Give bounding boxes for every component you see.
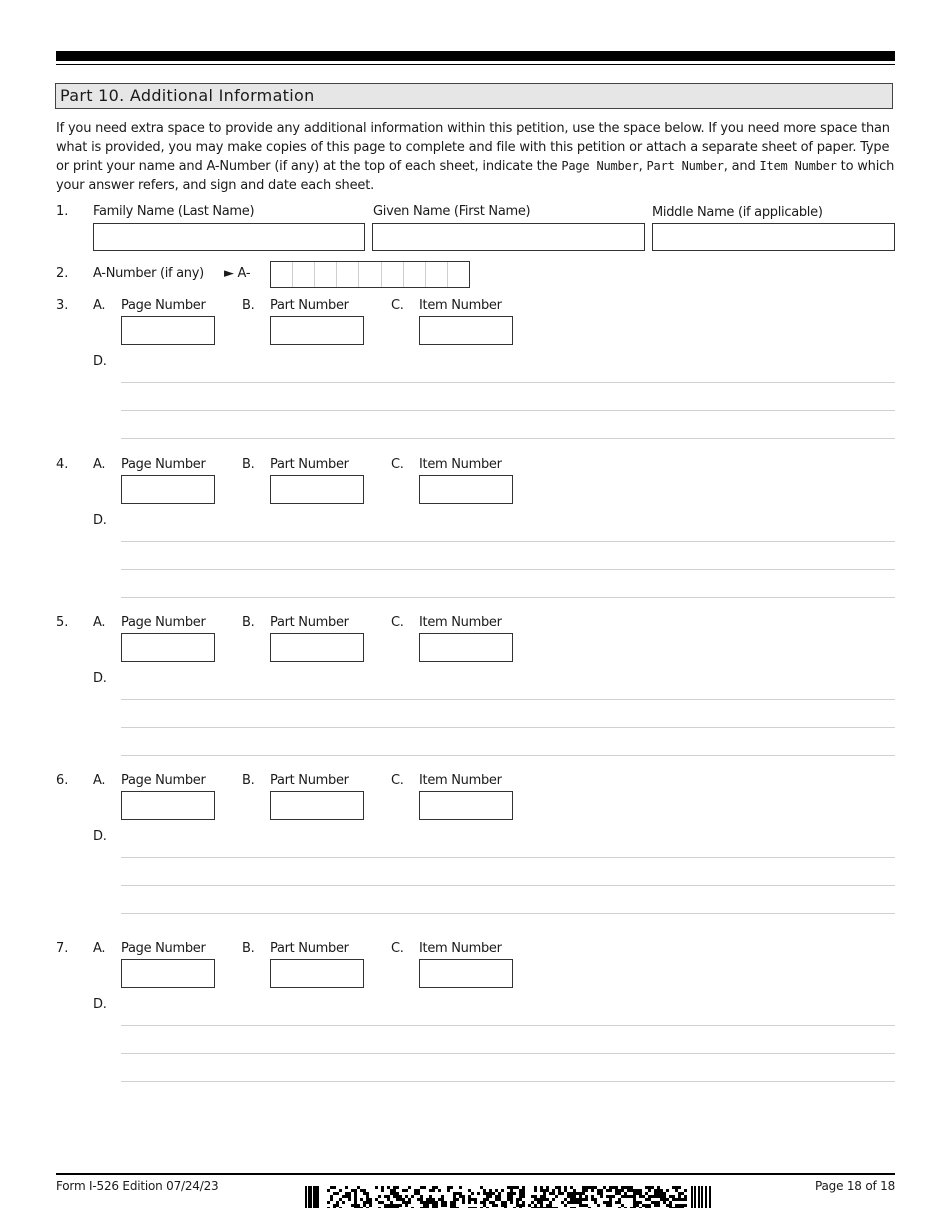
page-number-label: Page Number (121, 457, 206, 472)
sub-label-d: D. (93, 997, 107, 1012)
sub-label-c: C. (391, 773, 404, 788)
page-number-input[interactable] (121, 633, 215, 662)
footer-rule (56, 1173, 895, 1175)
item-number-input[interactable] (419, 316, 513, 345)
sub-label-d: D. (93, 829, 107, 844)
item-number-input[interactable] (419, 959, 513, 988)
part-number-label: Part Number (270, 773, 349, 788)
sub-label-a: A. (93, 298, 106, 313)
answer-line[interactable] (121, 857, 895, 858)
answer-line[interactable] (121, 569, 895, 570)
part-number-label: Part Number (270, 941, 349, 956)
part-number-input[interactable] (270, 316, 364, 345)
item-number: 4. (56, 457, 69, 472)
family-name-input[interactable] (93, 223, 365, 251)
part-number-input[interactable] (270, 959, 364, 988)
family-name-label: Family Name (Last Name) (93, 204, 255, 219)
sub-label-b: B. (242, 941, 255, 956)
form-edition: Form I-526 Edition 07/24/23 (56, 1179, 219, 1193)
item-number: 2. (56, 266, 69, 281)
item-number-label: Item Number (419, 298, 502, 313)
part-number-label: Part Number (270, 298, 349, 313)
page-number-input[interactable] (121, 475, 215, 504)
page-number-input[interactable] (121, 791, 215, 820)
sub-label-a: A. (93, 941, 106, 956)
item-number: 1. (56, 204, 69, 219)
answer-line[interactable] (121, 699, 895, 700)
sub-label-c: C. (391, 941, 404, 956)
part-title: Part 10. Additional Information (55, 83, 893, 109)
answer-line[interactable] (121, 1081, 895, 1082)
part-number-input[interactable] (270, 633, 364, 662)
answer-line[interactable] (121, 410, 895, 411)
sub-label-a: A. (93, 457, 106, 472)
sub-label-c: C. (391, 457, 404, 472)
part-number-label: Part Number (270, 457, 349, 472)
item-number-label: Item Number (419, 615, 502, 630)
given-name-input[interactable] (372, 223, 645, 251)
sub-label-b: B. (242, 457, 255, 472)
answer-line[interactable] (121, 885, 895, 886)
middle-name-label: Middle Name (if applicable) (652, 205, 823, 220)
page-indicator: Page 18 of 18 (815, 1179, 895, 1193)
part-number-input[interactable] (270, 475, 364, 504)
sub-label-b: B. (242, 298, 255, 313)
item-number: 3. (56, 298, 69, 313)
page-number-label: Page Number (121, 773, 206, 788)
answer-line[interactable] (121, 438, 895, 439)
item-number-input[interactable] (419, 475, 513, 504)
page-number-input[interactable] (121, 316, 215, 345)
item-number-label: Item Number (419, 457, 502, 472)
answer-line[interactable] (121, 913, 895, 914)
a-number-label: A-Number (if any) (93, 266, 204, 281)
answer-line[interactable] (121, 597, 895, 598)
sub-label-d: D. (93, 354, 107, 369)
item-number: 6. (56, 773, 69, 788)
page-number-label: Page Number (121, 615, 206, 630)
sub-label-d: D. (93, 671, 107, 686)
item-number: 7. (56, 941, 69, 956)
sub-label-c: C. (391, 298, 404, 313)
part-number-label: Part Number (270, 615, 349, 630)
barcode (305, 1186, 713, 1208)
page-number-label: Page Number (121, 941, 206, 956)
sub-label-c: C. (391, 615, 404, 630)
middle-name-input[interactable] (652, 223, 895, 251)
answer-line[interactable] (121, 541, 895, 542)
answer-line[interactable] (121, 382, 895, 383)
answer-line[interactable] (121, 755, 895, 756)
item-number-label: Item Number (419, 941, 502, 956)
a-number-prefix: ► A- (224, 266, 251, 281)
answer-line[interactable] (121, 1025, 895, 1026)
sub-label-d: D. (93, 513, 107, 528)
sub-label-a: A. (93, 615, 106, 630)
instructions: If you need extra space to provide any additional information within this petition, use the space below. If you need more space than what is provided, you may make copies of this page to complete and file with this petition or attach a separate sheet of paper. Type or print your name and A-Number (if any) at the top of each sheet, indicate the Page Number, Part Number, and Item Number to which your answer refers, and sign and date each sheet. (56, 121, 895, 193)
page-number-input[interactable] (121, 959, 215, 988)
page-number-label: Page Number (121, 298, 206, 313)
part-number-input[interactable] (270, 791, 364, 820)
item-number-label: Item Number (419, 773, 502, 788)
item-number: 5. (56, 615, 69, 630)
top-rule-thin (56, 64, 895, 65)
top-rule-thick (56, 51, 895, 61)
sub-label-b: B. (242, 615, 255, 630)
answer-line[interactable] (121, 727, 895, 728)
given-name-label: Given Name (First Name) (373, 204, 531, 219)
item-number-input[interactable] (419, 633, 513, 662)
sub-label-b: B. (242, 773, 255, 788)
sub-label-a: A. (93, 773, 106, 788)
answer-line[interactable] (121, 1053, 895, 1054)
a-number-input[interactable] (270, 261, 470, 288)
item-number-input[interactable] (419, 791, 513, 820)
